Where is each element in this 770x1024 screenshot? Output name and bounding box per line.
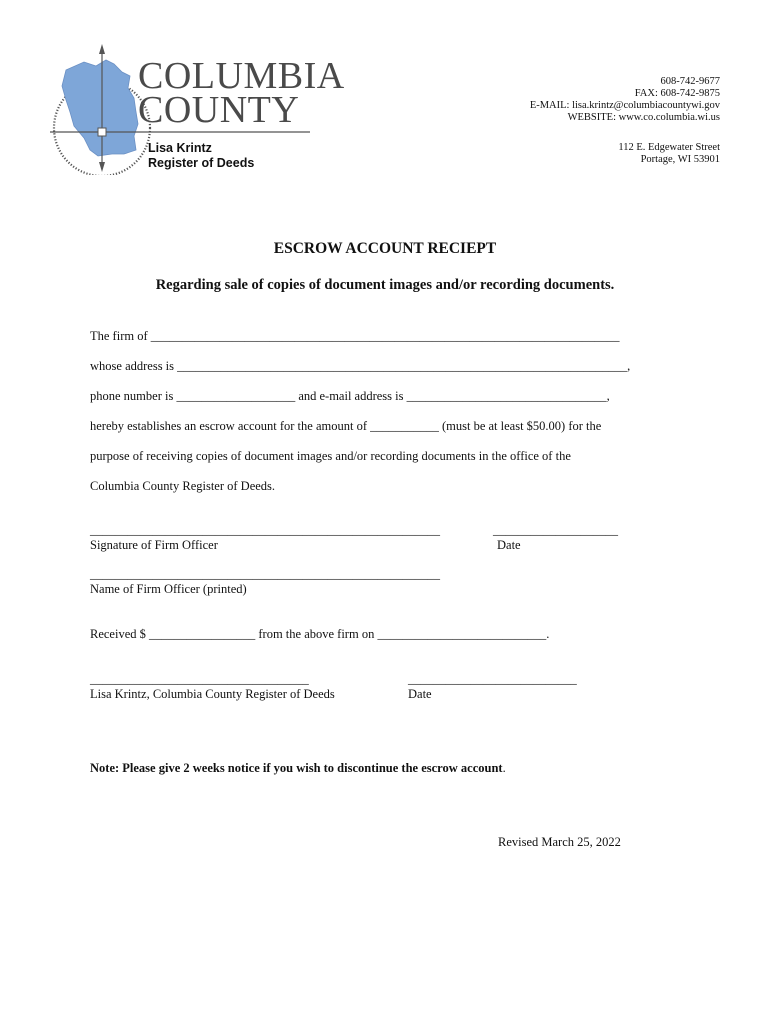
document-subtitle: Regarding sale of copies of document images and/or recording documents. (155, 277, 615, 293)
document-title: ESCROW ACCOUNT RECIEPT (273, 240, 497, 257)
name-label: Name of Firm Officer (printed) (90, 582, 247, 596)
logo-line-2: COUNTY (138, 89, 300, 131)
logo-line-1: COLUMBIA (138, 55, 345, 97)
street-address-block (618, 142, 720, 166)
note-text: Note: Please give 2 weeks notice if you wish to discontinue the escrow account (90, 761, 503, 775)
firm-line: The firm of ___________________________________________________________________________ (90, 329, 620, 343)
website-address: WEBSITE: www.co.columbia.wi.us (567, 112, 720, 123)
date-rule-1: ____________________ (493, 523, 618, 537)
name-rule: ________________________________________________________ (90, 567, 440, 581)
phone-email-line: phone number is ___________________ and e-mail address is ________________________________, (90, 389, 610, 403)
revised-date: Revised March 25, 2022 (498, 835, 621, 849)
address-line: whose address is ________________________________________________________________________, (90, 359, 631, 373)
phone-number: 608-742-9677 (660, 76, 720, 87)
note (90, 761, 506, 776)
note-period: . (502, 761, 506, 775)
officer-block (148, 141, 254, 171)
amount-line: hereby establishes an escrow account for the amount of ___________ (must be at least $50.00) for the (90, 419, 602, 433)
email-address: E-MAIL: lisa.krintz@columbiacountywi.gov (529, 100, 720, 111)
register-rule: ___________________________________ (90, 672, 309, 686)
street-address: 112 E. Edgewater Street (618, 142, 720, 153)
fax-number: FAX: 608-742-9875 (634, 88, 720, 99)
date-rule-2: ___________________________ (408, 672, 577, 686)
wisconsin-map-icon (62, 60, 138, 156)
officer-title: Register of Deeds (148, 156, 255, 170)
city-address: Portage, WI 53901 (640, 154, 720, 165)
date-label-1: Date (497, 538, 521, 552)
signature-rule: ________________________________________________________ (90, 523, 440, 537)
received-line: Received $ _________________ from the above firm on ___________________________. (90, 627, 550, 641)
contact-block (530, 76, 720, 124)
signature-label: Signature of Firm Officer (90, 538, 218, 552)
office-line: Columbia County Register of Deeds. (90, 479, 276, 493)
date-label-2: Date (408, 687, 432, 701)
register-label: Lisa Krintz, Columbia County Register of Deeds (90, 687, 335, 701)
officer-name: Lisa Krintz (148, 141, 212, 155)
purpose-line: purpose of receiving copies of document images and/or recording documents in the office of the (90, 449, 571, 463)
